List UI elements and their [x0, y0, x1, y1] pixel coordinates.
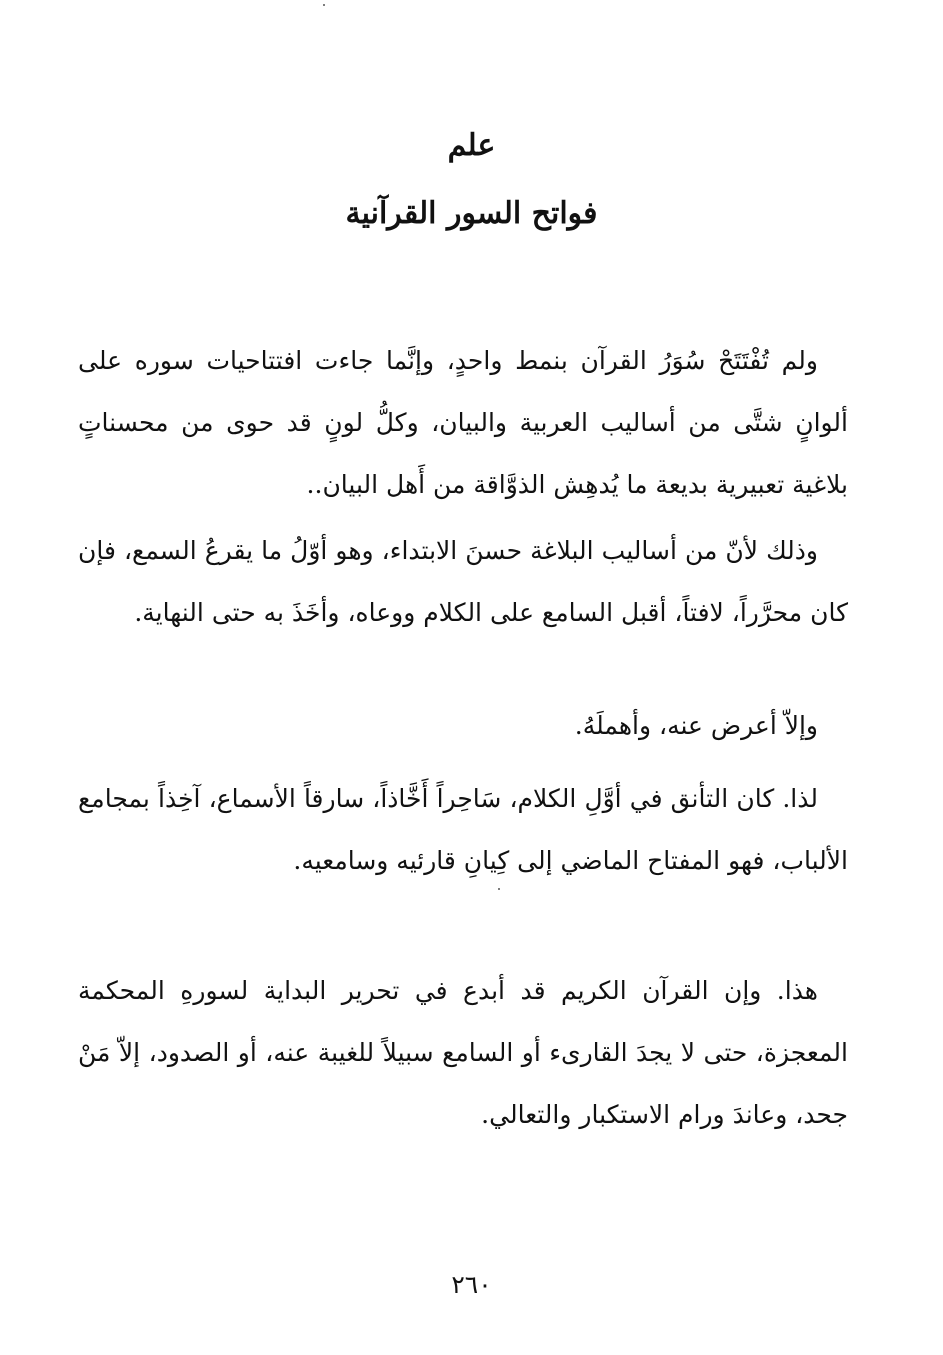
- paragraph-3: وإلاّ أعرض عنه، وأهملَهُ.: [574, 711, 818, 740]
- chapter-title-line2: فواتح السور القرآنية: [345, 196, 598, 231]
- paragraph-2: وذلك لأنّ من أساليب البلاغة حسنَ الابتداء، وهو أوّلُ ما يقرعُ السمع، فإن كان محرَّراً، لافتاً، أقبل السامع على الكلام ووعاه، وأخَذَ به حتى النهاية.: [78, 536, 848, 627]
- page-number: ٢٦٠: [451, 1270, 492, 1299]
- scan-speck: [498, 888, 500, 890]
- paragraph-5: هذا. وإن القرآن الكريم قد أبدع في تحرير البداية لسورهِ المحكمة المعجزة، حتى لا يجدَ القارىء أو السامع سبيلاً للغيبة عنه، أو الصدود، إلاّ مَنْ جحد، وعاندَ ورام الاستكبار والتعالي.: [78, 976, 848, 1129]
- paragraph-4: لذا. كان التأنق في أوَّلِ الكلام، سَاحِراً أَخَّاذاً، سارقاً الأسماع، آخِذاً بمجامع الألباب، فهو المفتاح الماضي إلى كِيانِ قارئيه وسامعيه.: [78, 784, 848, 875]
- chapter-title-line1: علم: [447, 128, 496, 163]
- paragraph-1: ولم تُفْتَتَحْ سُوَرُ القرآن بنمط واحدٍ، وإنَّما جاءت افتتاحيات سوره على ألوانٍ شتَّى من أساليب العربية والبيان، وكلُّ لونٍ قد حوى من محسناتٍ بلاغية تعبيرية بديعة ما يُدهِش الذوَّاقة من أَهل البيان..: [78, 346, 848, 499]
- scan-speck: [323, 4, 325, 6]
